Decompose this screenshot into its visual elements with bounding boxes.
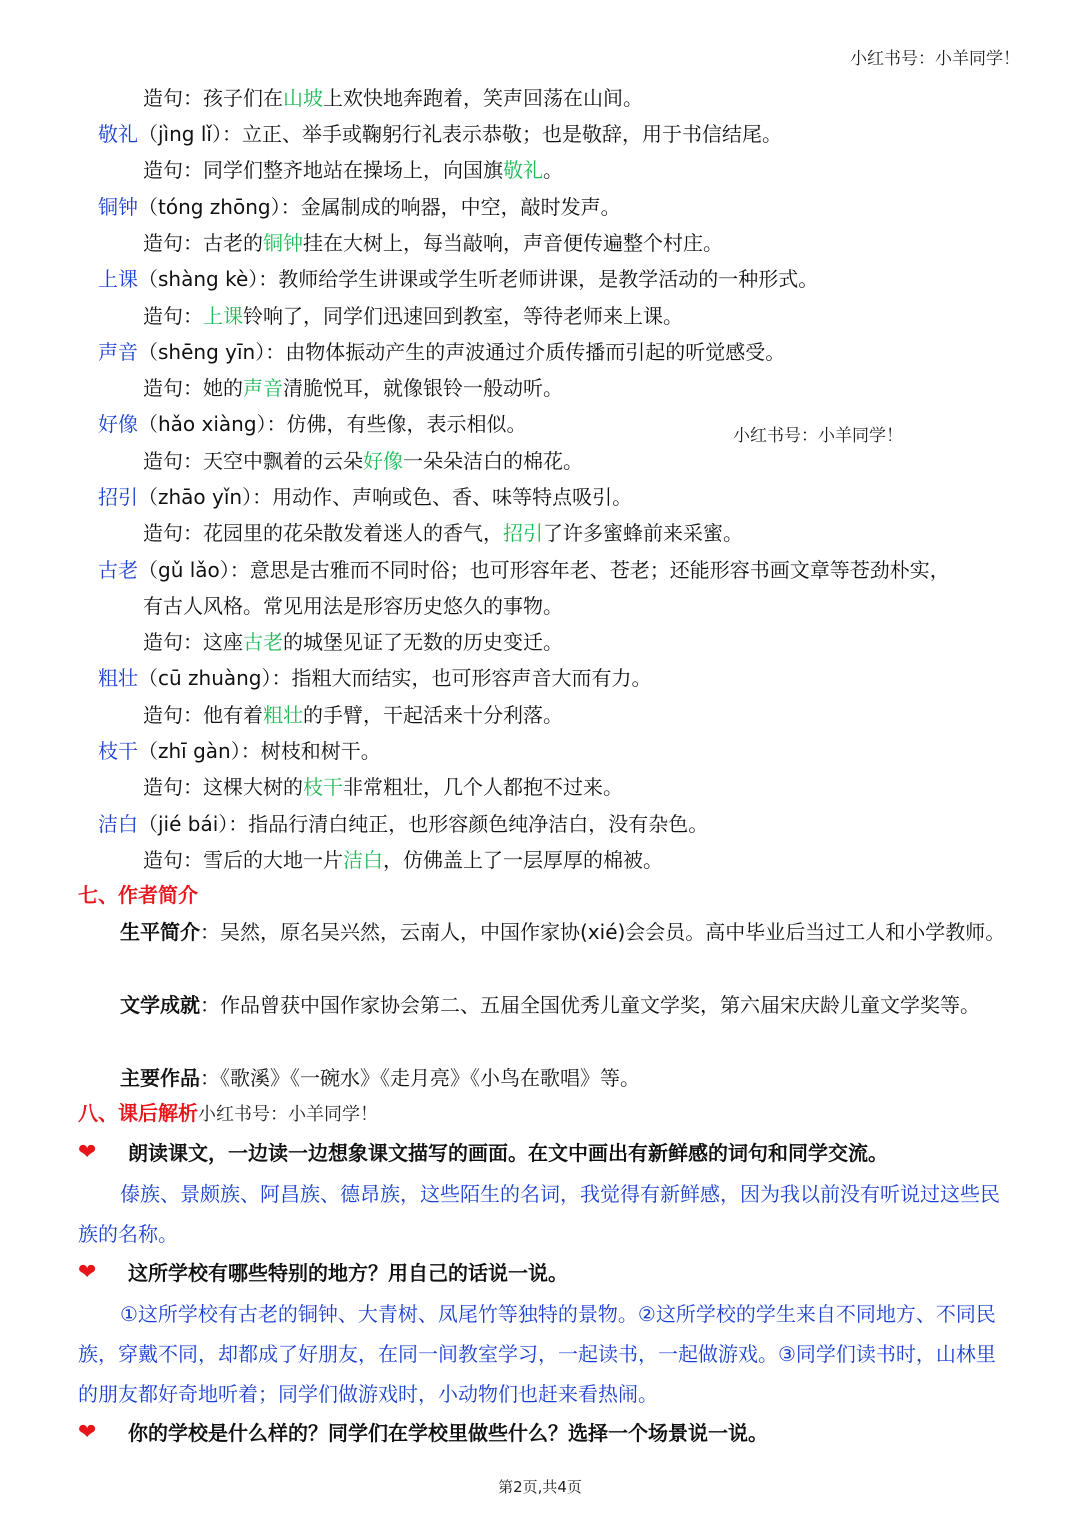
vocab-pinyin: （zhī gàn）： bbox=[138, 739, 261, 763]
highlight-word: 枝干 bbox=[303, 775, 343, 799]
example-sentence: 造句：她的声音清脆悦耳，就像银铃一般动听。 bbox=[143, 376, 563, 400]
vocab-term: 声音 bbox=[98, 340, 138, 364]
answer-1: 傣族、景颇族、阿昌族、德昂族，这些陌生的名词，我觉得有新鲜感，因为我以前没有听说过这些民族的名称。 bbox=[78, 1182, 1000, 1246]
vocab-meaning: 用动作、声响或色、香、味等特点吸引。 bbox=[272, 485, 633, 509]
watermark-middle: 小红书号：小羊同学！ bbox=[733, 426, 903, 446]
vocab-meaning-continued: 有古人风格。常见用法是形容历史悠久的事物。 bbox=[143, 594, 563, 618]
example-sentence: 造句：天空中飘着的云朵好像一朵朵洁白的棉花。 bbox=[143, 449, 583, 473]
author-bio: 生平简介：吴然，原名吴兴然，云南人，中国作家协(xié)会会员。高中毕业后当过工人和小学教师。 bbox=[120, 920, 1006, 944]
example-sentence: 造句：雪后的大地一片洁白，仿佛盖上了一层厚厚的棉被。 bbox=[143, 848, 663, 872]
answer-2: ①这所学校有古老的铜钟、大青树、凤尾竹等独特的景物。②这所学校的学生来自不同地方、不同民族，穿戴不同，却都成了好朋友，在同一间教室学习，一起读书，一起做游戏。③同学们读书时，山林里的朋友都好奇地听着；同学们做游戏时，小动物们也赶来看热闹。 bbox=[78, 1302, 996, 1406]
highlight-word: 铜钟 bbox=[263, 231, 303, 255]
vocab-meaning: 指粗大而结实，也可形容声音大而有力。 bbox=[291, 666, 652, 690]
watermark-inline: 小红书号：小羊同学！ bbox=[198, 1104, 378, 1125]
vocab-meaning: 树枝和树干。 bbox=[260, 739, 381, 763]
highlight-word: 山坡 bbox=[283, 86, 323, 110]
heart-icon: ❤ bbox=[78, 1260, 97, 1285]
highlight-word: 上课 bbox=[203, 304, 243, 328]
vocab-term: 铜钟 bbox=[98, 195, 138, 219]
vocab-pinyin: （shàng kè）： bbox=[138, 267, 279, 291]
vocab-pinyin: （hǎo xiàng）： bbox=[138, 412, 287, 436]
example-sentence: 造句：这座古老的城堡见证了无数的历史变迁。 bbox=[143, 630, 563, 654]
page-footer: 第2页,共4页 bbox=[498, 1478, 582, 1496]
vocab-pinyin: （shēng yīn）： bbox=[138, 340, 286, 364]
vocab-meaning: 立正、举手或鞠躬行礼表示恭敬；也是敬辞，用于书信结尾。 bbox=[241, 122, 782, 146]
vocab-definition bbox=[98, 736, 381, 766]
vocab-definition bbox=[98, 337, 785, 367]
watermark-top: 小红书号：小羊同学！ bbox=[850, 49, 1020, 69]
highlight-word: 敬礼 bbox=[503, 158, 543, 182]
vocab-pinyin: （gǔ lǎo）： bbox=[138, 558, 250, 582]
highlight-word: 声音 bbox=[243, 376, 283, 400]
example-sentence: 造句：古老的铜钟挂在大树上，每当敲响，声音便传遍整个村庄。 bbox=[143, 231, 723, 255]
vocab-pinyin: （cū zhuàng）： bbox=[138, 666, 292, 690]
question-3: 你的学校是什么样的？同学们在学校里做些什么？选择一个场景说一说。 bbox=[128, 1421, 768, 1445]
vocab-definition bbox=[98, 809, 708, 839]
highlight-word: 古老 bbox=[243, 630, 283, 654]
vocab-definition bbox=[98, 555, 950, 585]
question-2: 这所学校有哪些特别的地方？用自己的话说一说。 bbox=[128, 1261, 568, 1285]
vocab-meaning: 意思是古雅而不同时俗；也可形容年老、苍老；还能形容书画文章等苍劲朴实， bbox=[249, 558, 950, 582]
example-sentence: 造句：孩子们在山坡上欢快地奔跑着，笑声回荡在山间。 bbox=[143, 86, 643, 110]
vocab-term: 好像 bbox=[98, 412, 138, 436]
example-sentence: 造句：上课铃响了，同学们迅速回到教室，等待老师来上课。 bbox=[143, 304, 683, 328]
author-works: 主要作品：《歌溪》《一碗水》《走月亮》《小鸟在歌唱》等。 bbox=[120, 1066, 640, 1090]
heart-icon: ❤ bbox=[78, 1140, 97, 1165]
highlight-word: 洁白 bbox=[343, 848, 383, 872]
vocab-pinyin: （tóng zhōng）： bbox=[138, 195, 301, 219]
example-sentence: 造句：花园里的花朵散发着迷人的香气，招引了许多蜜蜂前来采蜜。 bbox=[143, 521, 743, 545]
section-heading-author: 七、作者简介 bbox=[78, 883, 198, 907]
example-sentence: 造句：他有着粗壮的手臂，干起活来十分利落。 bbox=[143, 703, 563, 727]
section-heading-analysis: 八、课后解析小红书号：小羊同学！ bbox=[78, 1101, 378, 1125]
vocab-definition bbox=[98, 192, 621, 222]
vocab-term: 洁白 bbox=[98, 812, 138, 836]
heart-icon: ❤ bbox=[78, 1420, 97, 1445]
question-1: 朗读课文，一边读一边想象课文描写的画面。在文中画出有新鲜感的词句和同学交流。 bbox=[128, 1141, 888, 1165]
vocab-meaning: 指品行清白纯正，也形容颜色纯净洁白，没有杂色。 bbox=[248, 812, 709, 836]
highlight-word: 好像 bbox=[363, 449, 403, 473]
highlight-word: 招引 bbox=[503, 521, 543, 545]
example-sentence: 造句：同学们整齐地站在操场上，向国旗敬礼。 bbox=[143, 158, 563, 182]
vocab-definition bbox=[98, 409, 527, 439]
vocab-term: 敬礼 bbox=[98, 122, 138, 146]
vocab-definition bbox=[98, 119, 782, 149]
vocab-term: 古老 bbox=[98, 558, 138, 582]
vocab-pinyin: （zhāo yǐn）： bbox=[138, 485, 273, 509]
vocab-term: 上课 bbox=[98, 267, 138, 291]
vocab-term: 招引 bbox=[98, 485, 138, 509]
vocab-pinyin: （jié bái）： bbox=[138, 812, 249, 836]
vocab-definition bbox=[98, 264, 818, 294]
vocab-pinyin: （jìng lǐ）： bbox=[138, 122, 242, 146]
author-achievements: 文学成就：作品曾获中国作家协会第二、五届全国优秀儿童文学奖，第六届宋庆龄儿童文学奖等。 bbox=[120, 993, 980, 1017]
vocab-term: 枝干 bbox=[98, 739, 138, 763]
vocab-meaning: 由物体振动产生的声波通过介质传播而引起的听觉感受。 bbox=[285, 340, 786, 364]
vocab-term: 粗壮 bbox=[98, 666, 138, 690]
vocab-definition bbox=[98, 482, 632, 512]
vocab-definition bbox=[98, 663, 652, 693]
example-sentence: 造句：这棵大树的枝干非常粗壮，几个人都抱不过来。 bbox=[143, 775, 623, 799]
vocab-meaning: 仿佛，有些像，表示相似。 bbox=[286, 412, 527, 436]
vocab-meaning: 金属制成的响器，中空，敲时发声。 bbox=[300, 195, 621, 219]
highlight-word: 粗壮 bbox=[263, 703, 303, 727]
vocab-meaning: 教师给学生讲课或学生听老师讲课，是教学活动的一种形式。 bbox=[278, 267, 819, 291]
